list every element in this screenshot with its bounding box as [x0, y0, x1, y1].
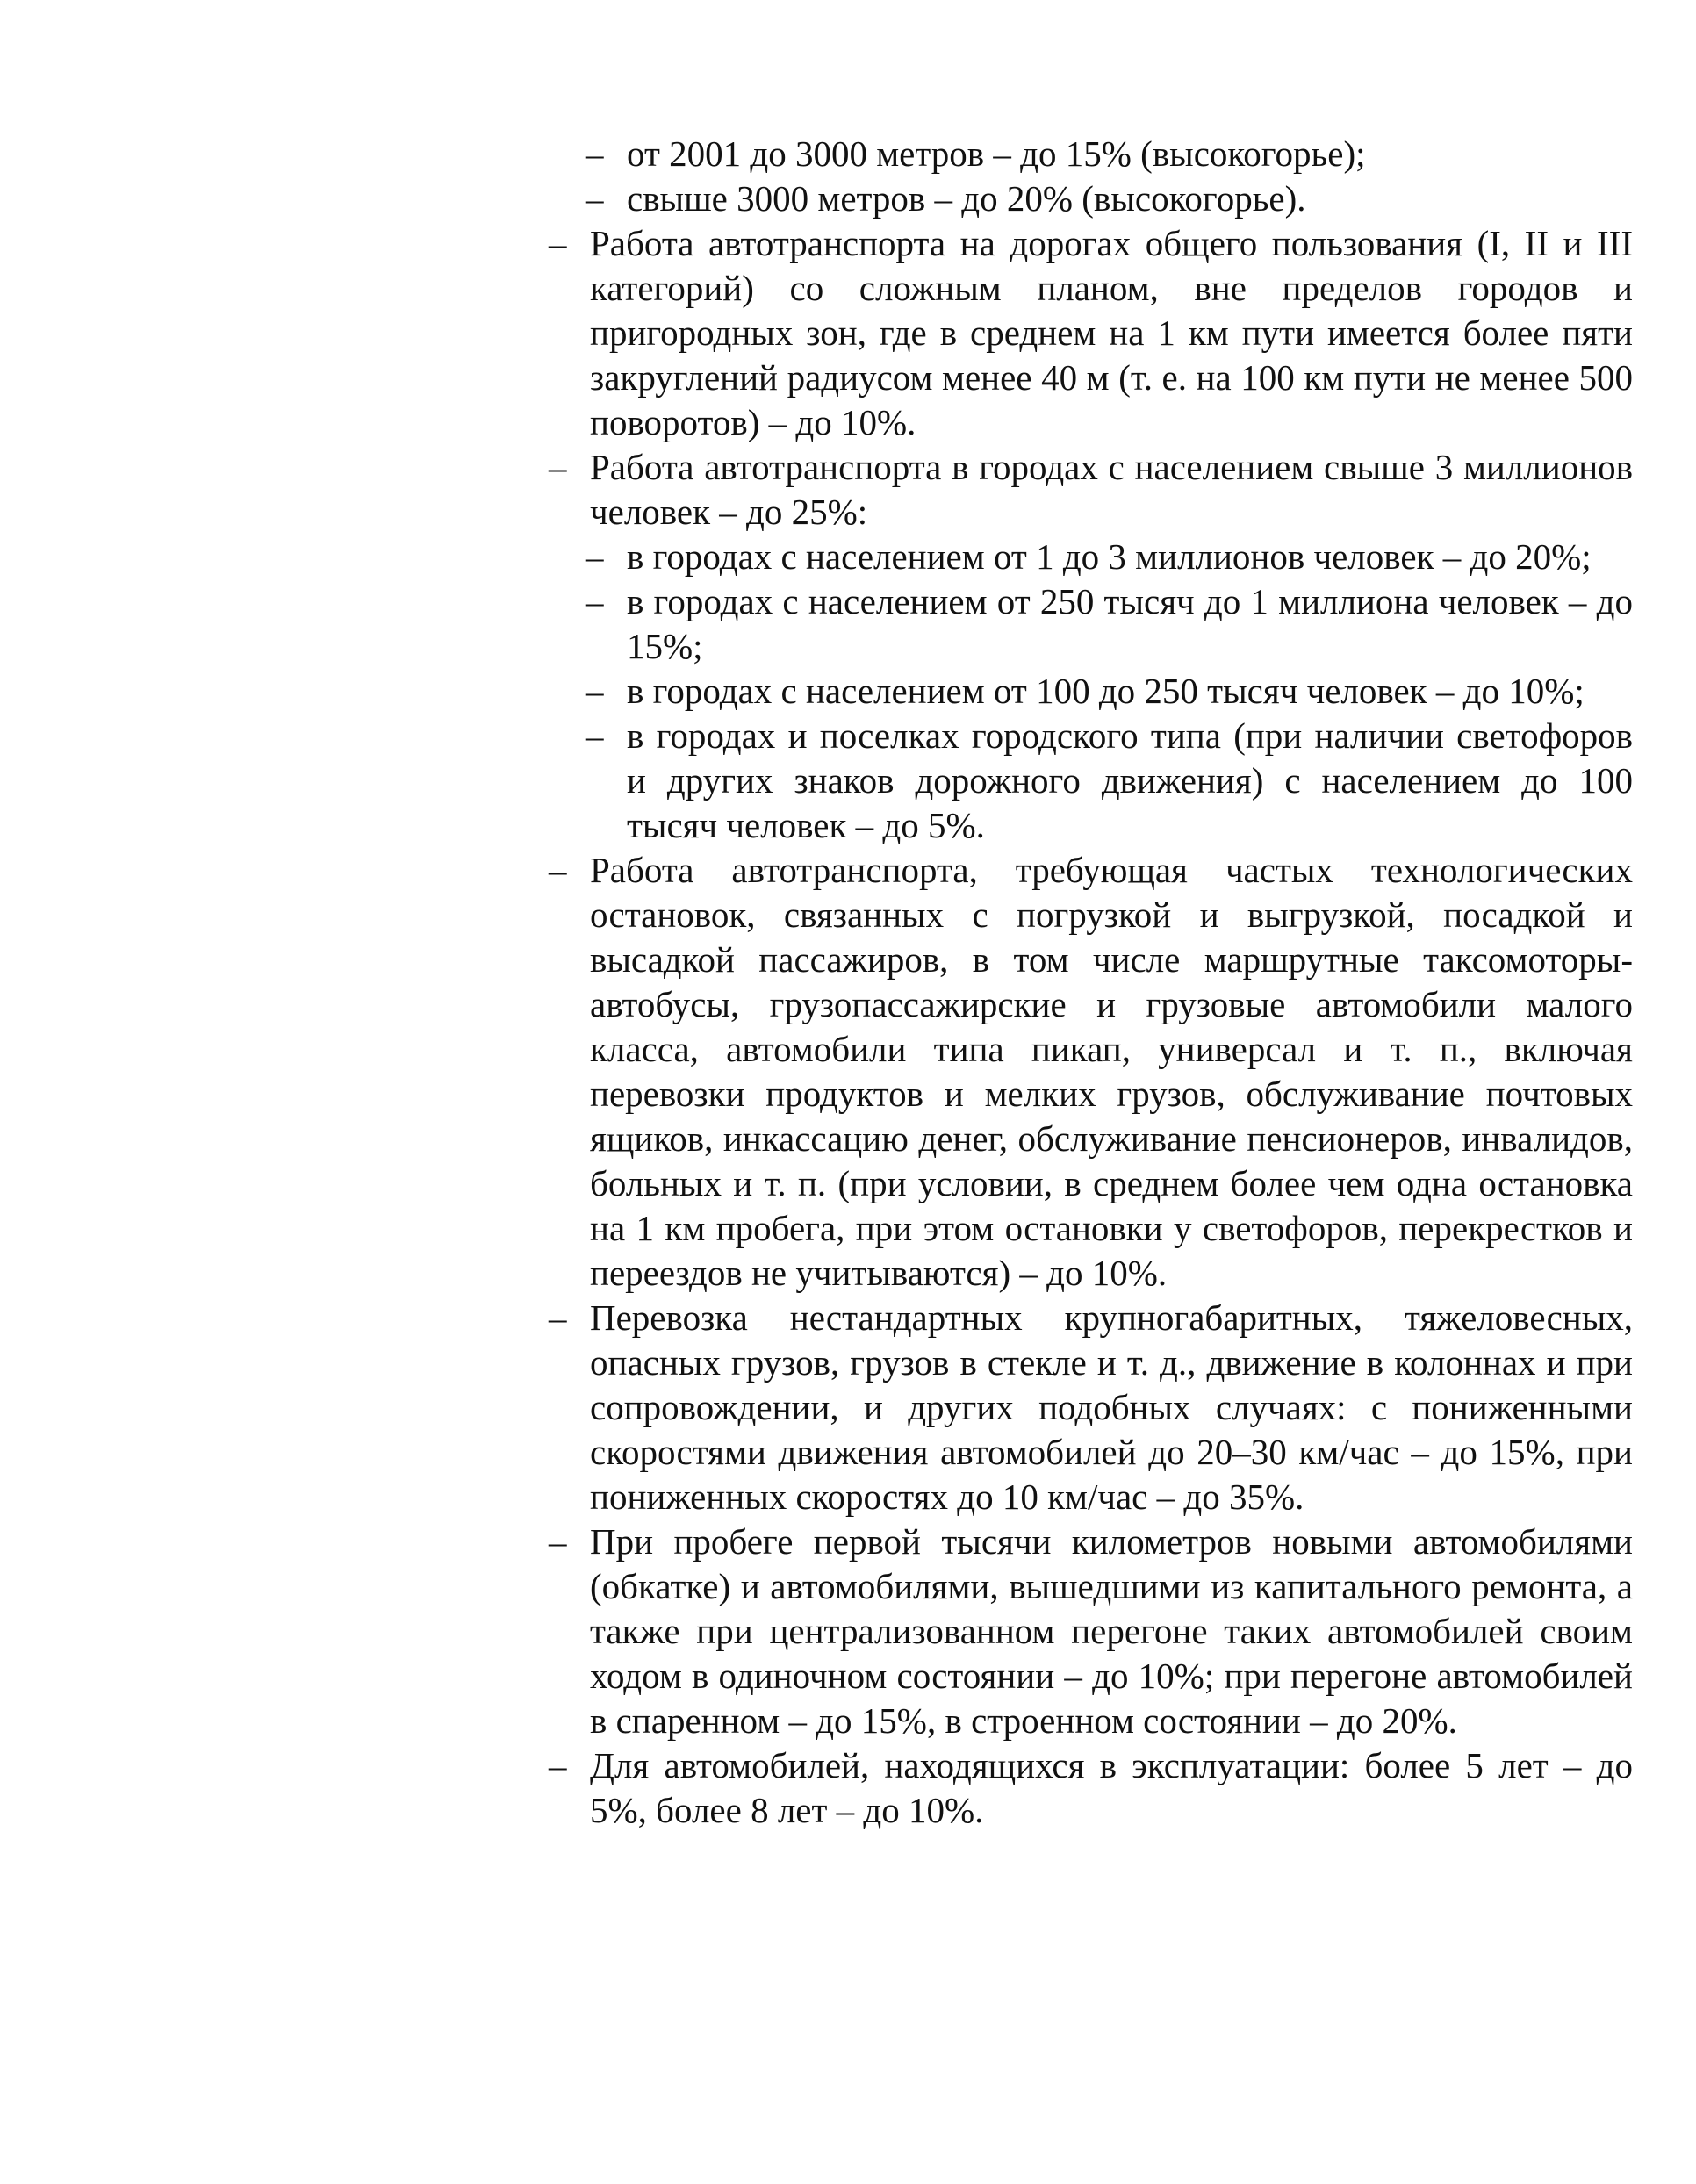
list-item-text: в городах с населением от 100 до 250 тысяч человек – до 10%;: [627, 671, 1585, 711]
list-item-text: Работа автотранспорта, требующая частых технологических остановок, связанных с погрузкой и выгрузкой, посадкой и высадкой пассажиров, в том числе маршрутные таксомоторы-автобусы, грузопассажирские и грузовые автомобили малого класса, автомобили типа пикап, универсал и т. п., включая перевозки продуктов и мелких грузов, обслуживание почтовых ящиков, инкассацию денег, обслуживание пенсионеров, инвалидов, больных и т. п. (при условии, в среднем более чем одна остановка на 1 км пробега, при этом остановки у светофоров, перекрестков и переездов не учитываются) – до 10%.: [590, 850, 1633, 1293]
list-item-text: Работа автотранспорта в городах с населением свыше 3 миллионов человек – до 25%:: [590, 447, 1633, 532]
list-dash: –: [586, 178, 604, 219]
list-item-towns-up-to-100k: [549, 714, 1633, 848]
list-dash: –: [549, 1521, 567, 1562]
list-item-text: в городах с населением от 250 тысяч до 1 миллиона человек – до 15%;: [627, 581, 1633, 666]
list-dash: –: [586, 581, 604, 621]
list-item-text: Для автомобилей, находящихся в эксплуатации: более 5 лет – до 5%, более 8 лет – до 10%.: [590, 1745, 1633, 1830]
list-dash: –: [549, 1297, 567, 1338]
list-item-cities-1-3m: [549, 535, 1633, 579]
list-item-text: Работа автотранспорта на дорогах общего пользования (I, II и III категорий) со сложным планом, вне пределов городов и пригородных зон, где в среднем на 1 км пути имеется более пяти закруглений радиусом менее 40 м (т. е. на 100 км пути не менее 500 поворотов) – до 10%.: [590, 223, 1633, 442]
list-item-cities-250k-1m: [549, 579, 1633, 669]
list-dash: –: [549, 1745, 567, 1785]
list-dash: –: [586, 133, 604, 174]
list-item-text: Перевозка нестандартных крупногабаритных, тяжеловесных, опасных грузов, грузов в стекле и т. д., движение в колоннах и при сопровождении, и других подобных случаях: с пониженными скоростями движения автомобилей до 20–30 км/час – до 15%, при пониженных скоростях до 10 км/час – до 35%.: [590, 1297, 1633, 1517]
list-dash: –: [586, 671, 604, 711]
list-item-text: от 2001 до 3000 метров – до 15% (высокогорье);: [627, 133, 1366, 174]
list-item-text: свыше 3000 метров – до 20% (высокогорье).: [627, 178, 1306, 219]
list-dash: –: [549, 850, 567, 890]
list-item-cities-over-3m: [549, 445, 1633, 535]
list-item-text: в городах и поселках городского типа (при наличии светофоров и других знаков дорожного движения) с населением до 100 тысяч человек – до 5%.: [627, 715, 1633, 845]
list-item-vehicle-age: [549, 1743, 1633, 1833]
list-dash: –: [549, 223, 567, 263]
list-item-complex-roads: [549, 221, 1633, 445]
list-item-cities-100-250k: [549, 669, 1633, 714]
list-dash: –: [586, 536, 604, 577]
document-body: [549, 132, 1633, 1833]
list-item-altitude-over-3000: [549, 176, 1633, 221]
list-item-text: в городах с населением от 1 до 3 миллионов человек – до 20%;: [627, 536, 1592, 577]
list-dash: –: [549, 447, 567, 487]
list-item-oversized-cargo: [549, 1296, 1633, 1519]
list-item-frequent-stops: [549, 848, 1633, 1296]
list-item-break-in-mileage: [549, 1519, 1633, 1743]
list-item-altitude-2001-3000: [549, 132, 1633, 176]
list-item-text: При пробеге первой тысячи километров новыми автомобилями (обкатке) и автомобилями, вышедшими из капитального ремонта, а также при централизованном перегоне таких автомобилей своим ходом в одиночном состоянии – до 10%; при перегоне автомобилей в спаренном – до 15%, в строенном состоянии – до 20%.: [590, 1521, 1633, 1741]
list-dash: –: [586, 715, 604, 756]
